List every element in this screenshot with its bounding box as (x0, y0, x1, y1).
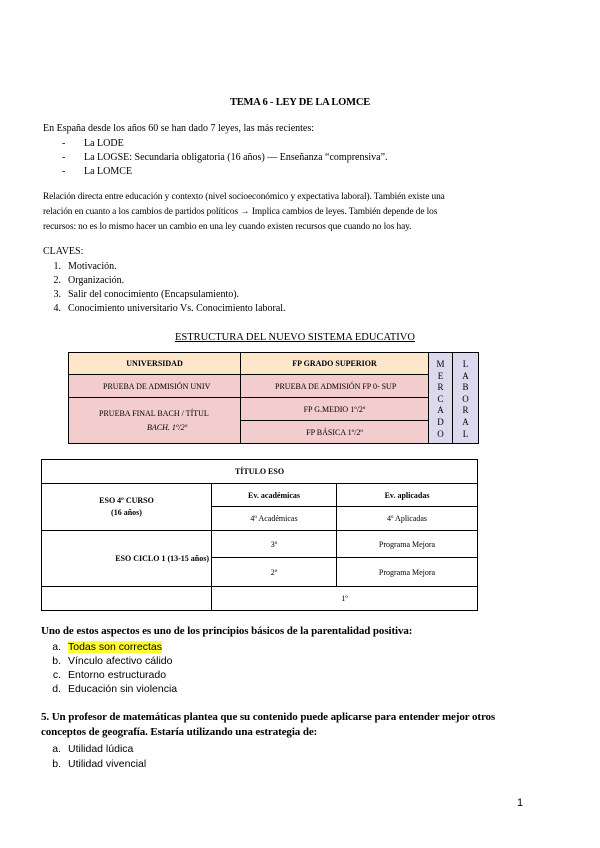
cell-ev-academicas: Ev. académicas (212, 484, 337, 507)
question-5: 5. Un profesor de matemáticas plantea que su contenido puede aplicarse para entender mejor otros conceptos de geografía. Estaría utilizando una estrategia de: (41, 711, 496, 738)
cell-prueba-univ: PRUEBA DE ADMISIÓN UNIV (69, 375, 241, 398)
eso-table (41, 459, 478, 611)
cell-fp-medio: FP G.MEDIO 1º/2º (241, 398, 429, 421)
structure-table (68, 352, 479, 444)
structure-heading: ESTRUCTURA DEL NUEVO SISTEMA EDUCATIVO (175, 332, 415, 343)
option-item: b. Utilidad vivencial (52, 758, 147, 770)
paragraph-line: Relación directa entre educación y contexto (nivel socioeconómico y expectativa laboral). También existe una (43, 192, 445, 202)
cell-ev-aplicadas: Ev. aplicadas (337, 484, 478, 507)
law-item: - La LODE (62, 137, 388, 151)
paragraph-line: relación en cuanto a los cambios de partidos políticos → Implica cambios de leyes. También depende de los (43, 207, 438, 217)
option-item: c. Entorno estructurado (52, 669, 167, 681)
cell-empty (42, 587, 212, 611)
cell-universidad: UNIVERSIDAD (69, 353, 241, 375)
option-item: a. Utilidad lúdica (52, 743, 134, 755)
cell-mejora-a: Programa Mejora (337, 531, 478, 558)
eso-title: TÍTULO ESO (42, 460, 478, 484)
cell-eso4: ESO 4º CURSO (16 años) (42, 484, 212, 531)
question-parentalidad: Uno de estos aspectos es uno de los principios básicos de la parentalidad positiva: (41, 625, 413, 637)
cell-academicas4: 4º Académicas (212, 507, 337, 531)
law-item: - La LOMCE (62, 165, 388, 179)
paragraph-line: recursos: no es lo mismo hacer un cambio en una ley cuando existen recursos que cuando no los hay. (43, 222, 412, 232)
cell-prueba-bach: PRUEBA FINAL BACH / TÍTUL BACH. 1º/2º (69, 398, 241, 444)
intro-text: En España desde los años 60 se han dado 7 leyes, las más recientes: (43, 123, 315, 134)
clave-item: 1. Motivación. (53, 261, 117, 272)
doc-title: TEMA 6 - LEY DE LA LOMCE (229, 97, 371, 108)
mercado-vertical: M E R C A D O (429, 353, 453, 444)
cell-fp-basica: FP BÁSICA 1º/2º (241, 421, 429, 444)
cell-mejora-b: Programa Mejora (337, 558, 478, 587)
laws-list (62, 137, 388, 179)
bach-label: BACH. 1º/2º (147, 422, 188, 432)
cell-2: 2º (212, 558, 337, 587)
option-item: a. Todas son correctas (52, 641, 162, 653)
cell-1: 1º (212, 587, 478, 611)
cell-ciclo1: ESO CICLO 1 (13-15 años) (42, 531, 212, 587)
clave-item: 4. Conocimiento universitario Vs. Conocimiento laboral. (53, 303, 286, 314)
context-paragraph (43, 190, 445, 235)
claves-label: CLAVES: (43, 246, 84, 257)
parentalidad-options (43, 641, 177, 697)
option-item: b. Vínculo afectivo cálido (52, 655, 173, 667)
cell-aplicadas4: 4º Aplicadas (337, 507, 478, 531)
page-number: 1 (517, 797, 524, 809)
laboral-vertical: L A B O R A L (453, 353, 479, 444)
law-item: - La LOGSE: Secundaria obligatoria (16 años) — Enseñanza “comprensiva”. (62, 151, 388, 165)
q5-options (43, 742, 146, 772)
highlighted-answer: Todas son correctas (68, 641, 162, 653)
clave-item: 2. Organización. (53, 275, 125, 286)
cell-3: 3º (212, 531, 337, 558)
option-item: d. Educación sin violencia (52, 683, 178, 695)
cell-fp-superior: FP GRADO SUPERIOR (241, 353, 429, 375)
claves-list (43, 260, 286, 316)
cell-prueba-fp: PRUEBA DE ADMISIÓN FP 0- SUP (241, 375, 429, 398)
clave-item: 3. Salir del conocimiento (Encapsulamiento). (53, 289, 240, 300)
